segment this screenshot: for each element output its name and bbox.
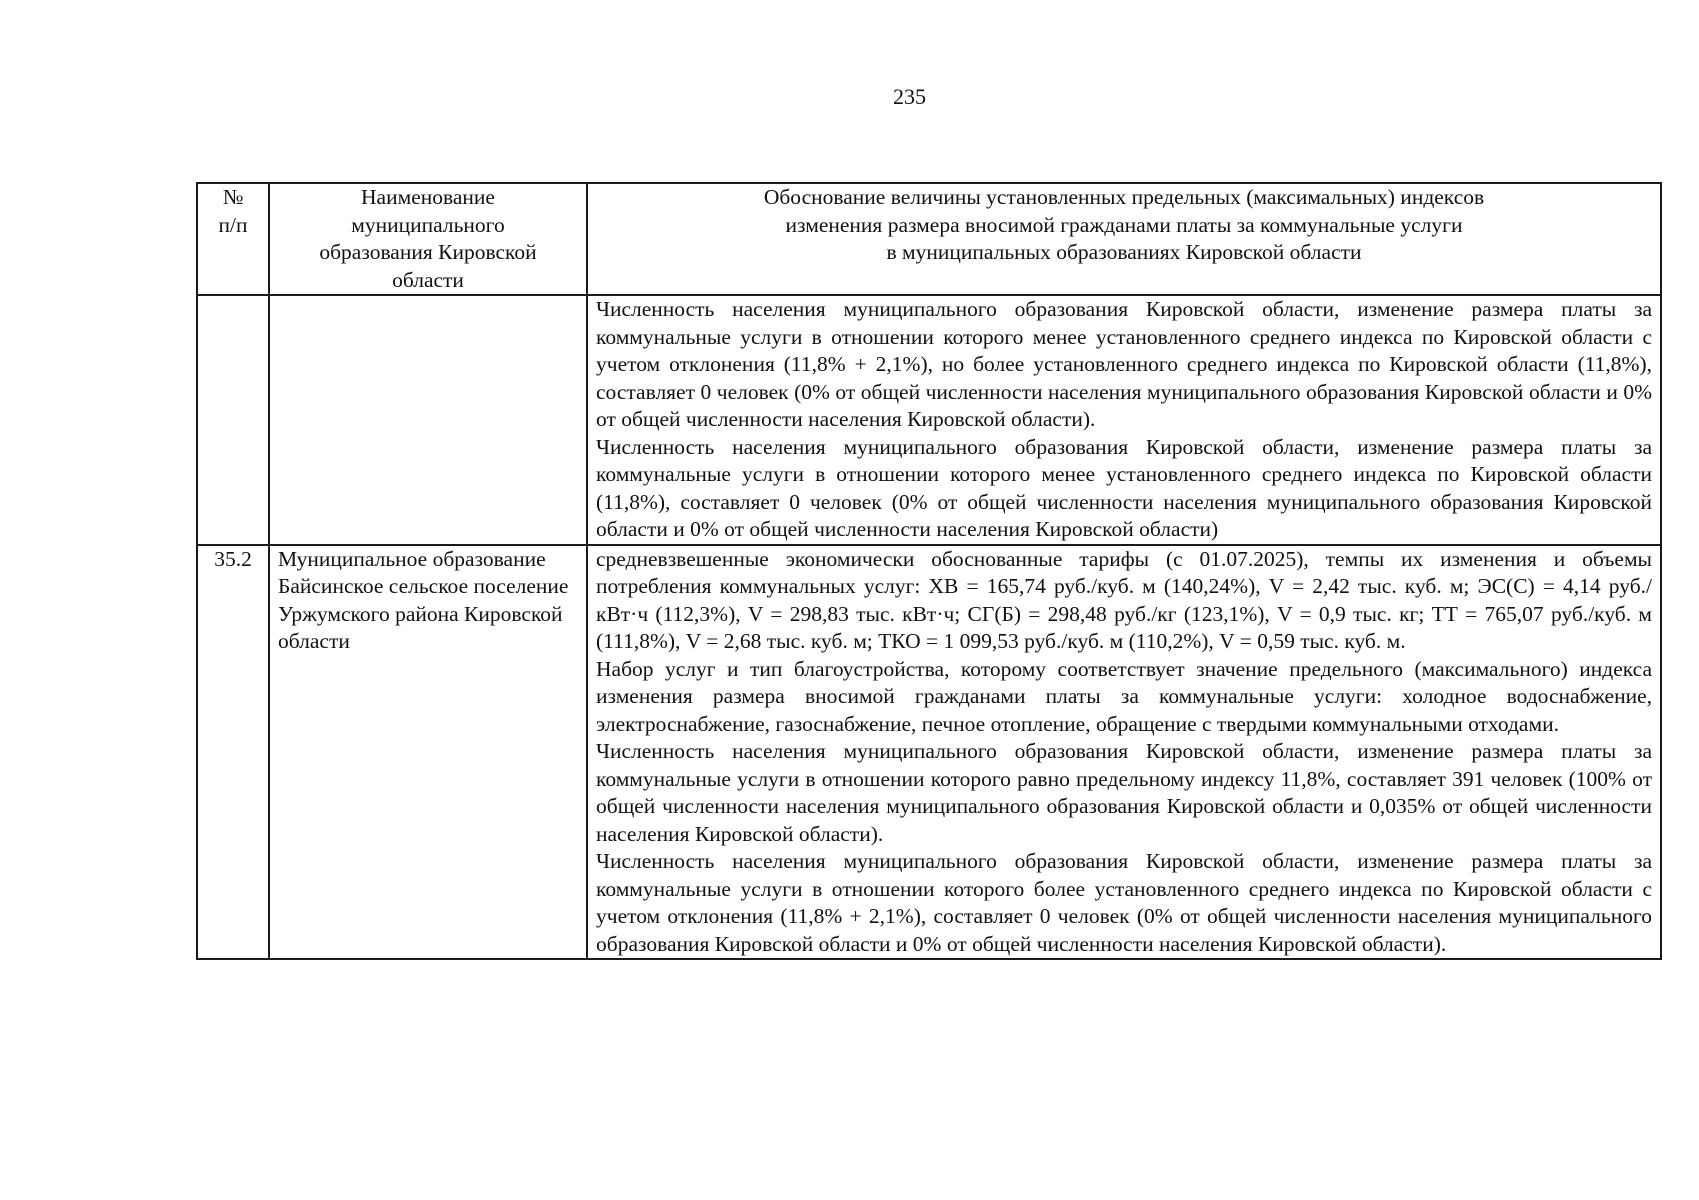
table-row	[197, 295, 1661, 545]
page-number: 235	[893, 84, 926, 109]
justification-cell	[587, 545, 1661, 960]
municipality-name: Муниципальное образование Байсинское сельское поселение Уржумского района Кировской области	[269, 545, 587, 960]
header-num	[197, 183, 269, 295]
row-number	[197, 295, 269, 545]
municipality-name	[269, 295, 587, 545]
table-row	[197, 545, 1661, 960]
header-num-line: №	[222, 185, 244, 209]
justification-paragraph: Численность населения муниципального образования Кировской области, изменение размера платы за коммунальные услуги в отношении которого более установленного среднего индекса по Кировской области с учетом отклонения (11,8% + 2,1%), составляет 0 человек (0% от общей численности населения муниципального образования Кировской области и 0% от общей численности населения Кировской области).	[596, 849, 1652, 956]
header-justification-line: Обоснование величины установленных предельных (максимальных) индексов	[763, 185, 1485, 209]
table-header-row	[197, 183, 1661, 295]
justification-table	[196, 182, 1662, 960]
justification-paragraph: Набор услуг и тип благоустройства, которому соответствует значение предельного (максимального) индекса изменения размера вносимой гражданами платы за коммунальные услуги: холодное водоснабжение, электроснабжение, газоснабжение, печное отопление, обращение с твердыми коммунальными отходами.	[596, 656, 1652, 736]
justification-paragraph: Численность населения муниципального образования Кировской области, изменение размера платы за коммунальные услуги в отношении которого менее установленного среднего индекса по Кировской области (11,8%), составляет 0 человек (0% от общей численности населения муниципального образования Кировской области и 0% от общей численности населения Кировской области)	[596, 434, 1652, 541]
header-name-line: образования Кировской	[319, 240, 537, 264]
header-justification-line: в муниципальных образованиях Кировской области	[886, 240, 1362, 264]
header-name	[269, 183, 587, 295]
header-name-line: муниципального	[351, 212, 505, 237]
header-num-line: п/п	[218, 212, 248, 237]
row-number: 35.2	[197, 545, 269, 960]
justification-cell	[587, 295, 1661, 545]
header-justification	[587, 183, 1661, 295]
justification-paragraph: Численность населения муниципального образования Кировской области, изменение размера платы за коммунальные услуги в отношении которого менее установленного среднего индекса по Кировской области с учетом отклонения (11,8% + 2,1%), но более установленного среднего индекса по Кировской области (11,8%), составляет 0 человек (0% от общей численности населения муниципального образования Кировской области и 0% от общей численности населения Кировской области).	[596, 297, 1652, 431]
header-justification-line: изменения размера вносимой гражданами платы за коммунальные услуги	[785, 212, 1463, 237]
header-name-line: Наименование	[361, 185, 495, 209]
header-name-line: области	[392, 267, 464, 292]
justification-paragraph: средневзвешенные экономически обоснованные тарифы (с 01.07.2025), темпы их изменения и объемы потребления коммунальных услуг: ХВ = 165,74 руб./куб. м (140,24%), V = 2,42 тыс. куб. м; ЭС(С) = 4,14 руб./кВт·ч (112,3%), V = 298,83 тыс. кВт·ч; СГ(Б) = 298,48 руб./кг (123,1%), V = 0,9 тыс. кг; ТТ = 765,07 руб./куб. м (111,8%), V = 2,68 тыс. куб. м; ТКО = 1 099,53 руб./куб. м (110,2%), V = 0,59 тыс. куб. м.	[596, 546, 1652, 653]
justification-paragraph: Численность населения муниципального образования Кировской области, изменение размера платы за коммунальные услуги в отношении которого равно предельному индексу 11,8%, составляет 391 человек (100% от общей численности населения муниципального образования Кировской области и 0,035% от общей численности населения Кировской области).	[596, 739, 1652, 846]
